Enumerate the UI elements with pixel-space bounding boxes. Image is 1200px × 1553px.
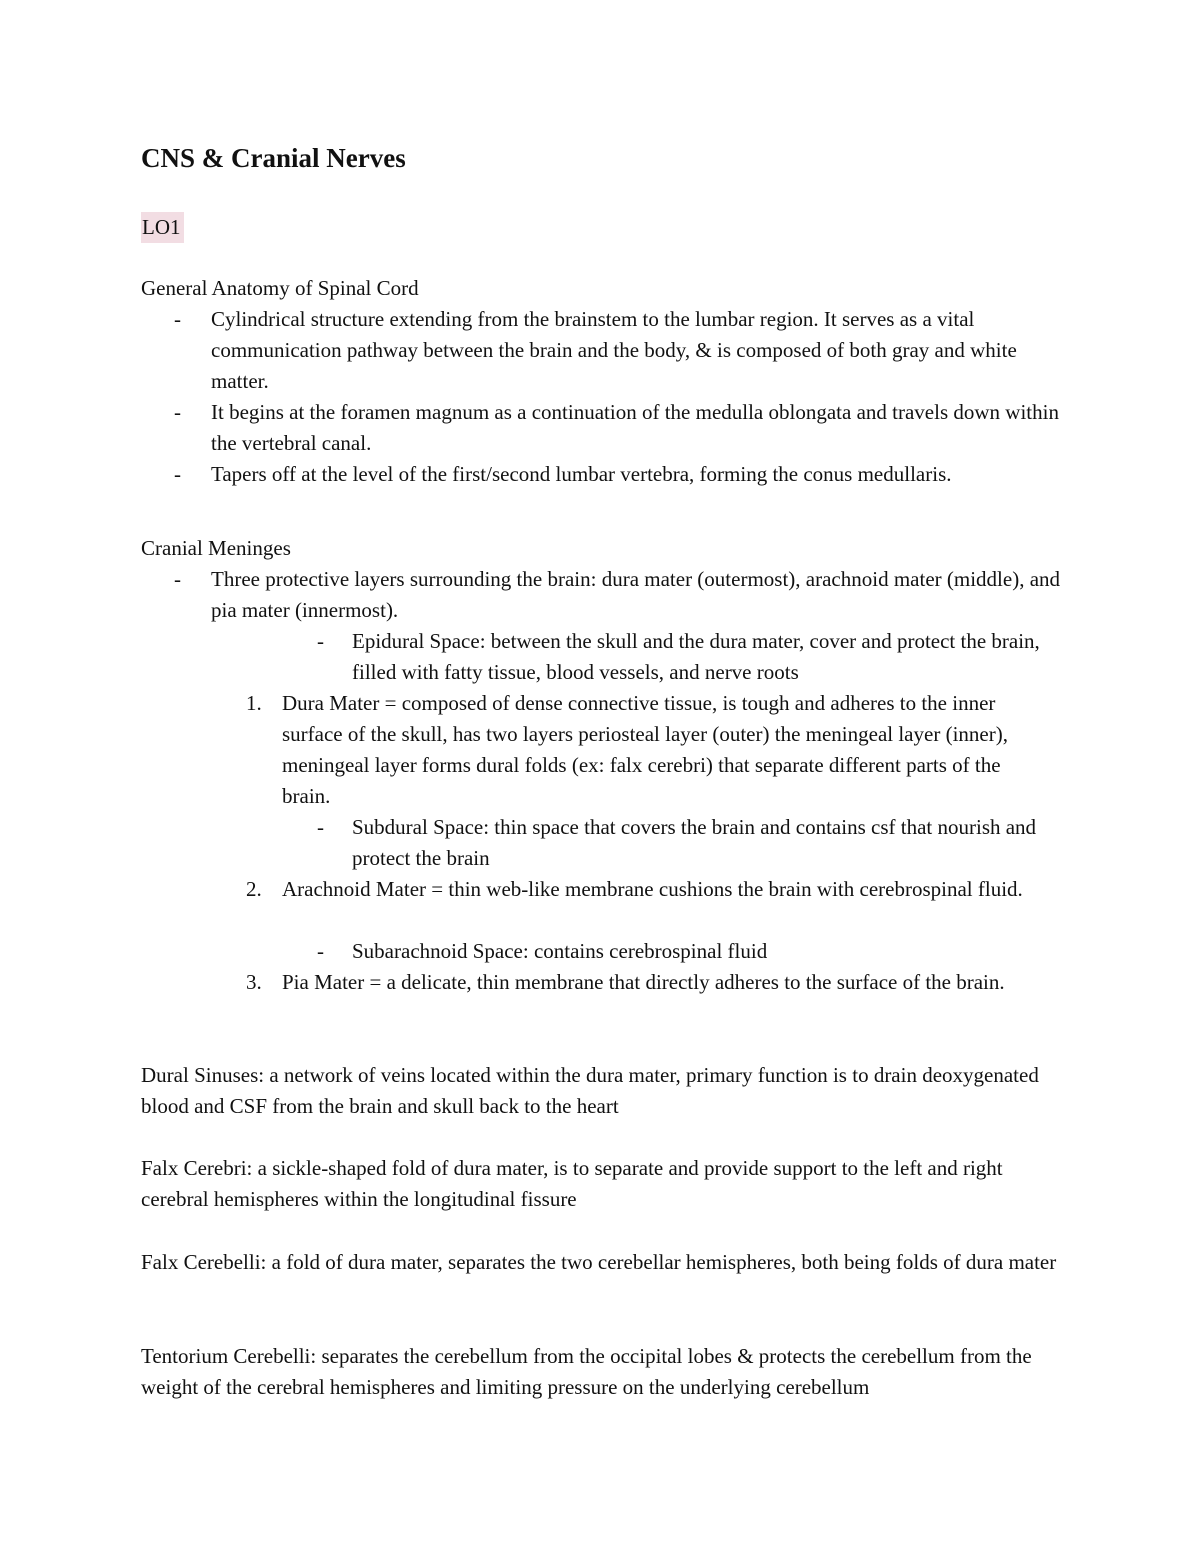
page-title: CNS & Cranial Nerves: [141, 143, 406, 173]
dash-marker: -: [317, 939, 324, 963]
dash-marker: -: [317, 815, 324, 839]
learning-objective-tag: LO1: [141, 212, 184, 243]
section-heading-spinal-cord: General Anatomy of Spinal Cord: [141, 276, 419, 300]
paragraph-falx-cerebri: Falx Cerebri: a sickle-shaped fold of dura mater, is to separate and provide support to the left and right cerebral hemispheres within the longitudinal fissure: [141, 1156, 1003, 1211]
dash-marker: -: [174, 307, 181, 331]
dash-marker: -: [174, 462, 181, 486]
subdural-space-text: Subdural Space: thin space that covers the brain and contains csf that nourish and protect the brain: [352, 815, 1037, 870]
paragraph-falx-cerebelli: Falx Cerebelli: a fold of dura mater, separates the two cerebellar hemispheres, both being folds of dura mater: [141, 1250, 1057, 1274]
paragraph-dural-sinuses: Dural Sinuses: a network of veins located within the dura mater, primary function is to drain deoxygenated blood and CSF from the brain and skull back to the heart: [141, 1063, 1039, 1118]
list-number: 3.: [246, 970, 262, 994]
arachnoid-mater-text: Arachnoid Mater = thin web-like membrane cushions the brain with cerebrospinal fluid.: [282, 877, 1023, 901]
list-item-text: Cylindrical structure extending from the brainstem to the lumbar region. It serves as a vital communication pathway between the brain and the body, & is composed of both gray and white matter.: [211, 307, 1017, 393]
dash-marker: -: [317, 629, 324, 653]
epidural-space-text: Epidural Space: between the skull and the dura mater, cover and protect the brain, filled with fatty tissue, blood vessels, and nerve roots: [352, 629, 1040, 684]
list-number: 2.: [246, 877, 262, 901]
subarachnoid-space-text: Subarachnoid Space: contains cerebrospinal fluid: [352, 939, 768, 963]
pia-mater-text: Pia Mater = a delicate, thin membrane that directly adheres to the surface of the brain.: [282, 970, 1005, 994]
dura-mater-text: Dura Mater = composed of dense connective tissue, is tough and adheres to the inner surface of the skull, has two layers periosteal layer (outer) the meningeal layer (inner), meningeal layer forms dural folds (ex: falx cerebri) that separate different parts of the brain.: [282, 691, 1008, 808]
dash-marker: -: [174, 400, 181, 424]
dash-marker: -: [174, 567, 181, 591]
section-heading-cranial-meninges: Cranial Meninges: [141, 536, 291, 560]
list-number: 1.: [246, 691, 262, 715]
list-item-text: It begins at the foramen magnum as a continuation of the medulla oblongata and travels down within the vertebral canal.: [211, 400, 1059, 455]
list-item-text: Three protective layers surrounding the brain: dura mater (outermost), arachnoid mater (middle), and pia mater (innermost).: [211, 567, 1061, 622]
list-item-text: Tapers off at the level of the first/second lumbar vertebra, forming the conus medullaris.: [211, 462, 952, 486]
paragraph-tentorium-cerebelli: Tentorium Cerebelli: separates the cerebellum from the occipital lobes & protects the cerebellum from the weight of the cerebral hemispheres and limiting pressure on the underlying cerebellum: [141, 1344, 1032, 1399]
